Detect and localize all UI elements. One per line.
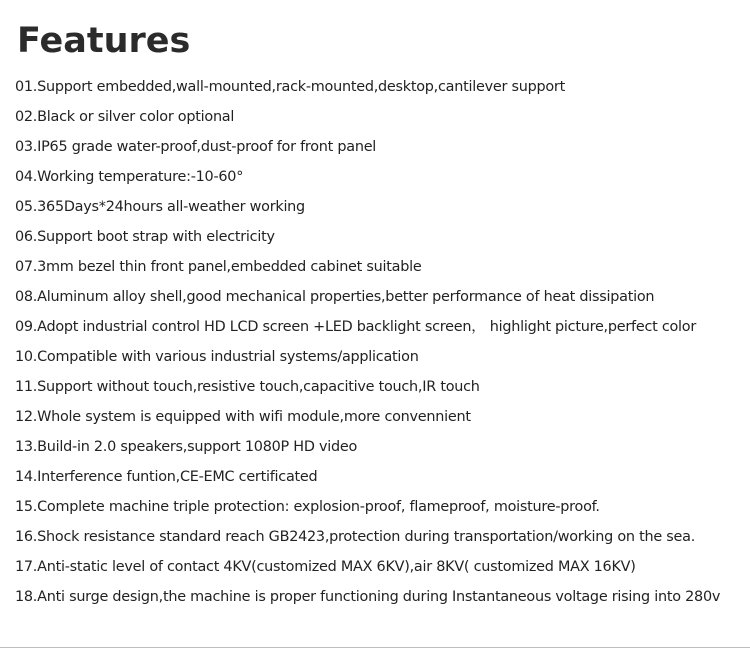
feature-item-13: 13.Build-in 2.0 speakers,support 1080P HD video — [15, 439, 358, 455]
feature-item-16: 16.Shock resistance standard reach GB2423,protection during transportation/working on the sea. — [15, 529, 696, 545]
feature-item-03: 03.IP65 grade water-proof,dust-proof for front panel — [15, 139, 377, 155]
feature-item-07: 07.3mm bezel thin front panel,embedded cabinet suitable — [15, 259, 422, 275]
feature-item-09: 09.Adopt industrial control HD LCD screen +LED backlight screen， highlight picture,perfect color — [15, 319, 697, 335]
feature-item-02: 02.Black or silver color optional — [15, 109, 235, 125]
page-title: Features — [17, 21, 191, 61]
feature-item-14: 14.Interference funtion,CE-EMC certificated — [15, 469, 318, 485]
bottom-divider — [0, 647, 750, 648]
feature-item-12: 12.Whole system is equipped with wifi module,more convennient — [15, 409, 471, 425]
features-list — [15, 72, 750, 612]
feature-item-15: 15.Complete machine triple protection: explosion-proof, flameproof, moisture-proof. — [15, 499, 600, 515]
feature-item-06: 06.Support boot strap with electricity — [15, 229, 275, 245]
feature-item-10: 10.Compatible with various industrial systems/application — [15, 349, 419, 365]
feature-item-11: 11.Support without touch,resistive touch,capacitive touch,IR touch — [15, 379, 480, 395]
feature-item-01: 01.Support embedded,wall-mounted,rack-mounted,desktop,cantilever support — [15, 79, 565, 95]
feature-item-18: 18.Anti surge design,the machine is proper functioning during Instantaneous voltage rising into 280v — [15, 589, 721, 605]
feature-item-17: 17.Anti-static level of contact 4KV(customized MAX 6KV),air 8KV( customized MAX 16KV) — [15, 559, 636, 575]
feature-item-04: 04.Working temperature:-10-60° — [15, 169, 244, 185]
feature-item-08: 08.Aluminum alloy shell,good mechanical properties,better performance of heat dissipation — [15, 289, 655, 305]
feature-item-05: 05.365Days*24hours all-weather working — [15, 199, 305, 215]
